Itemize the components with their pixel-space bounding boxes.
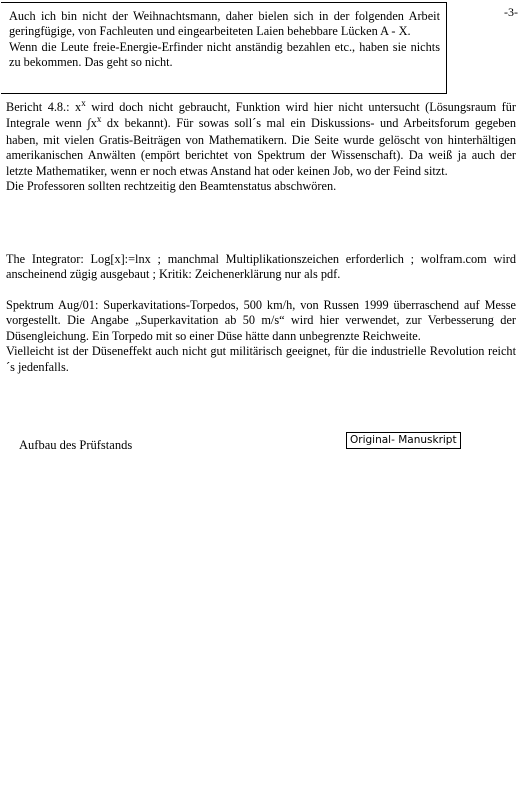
bericht-professoren: Die Professoren sollten rechtzeitig den Beamtenstatus abschwören. [6,179,337,194]
bericht-text: Bericht 4.8.: $x^x$ wird doch nicht gebraucht, Funktion wird hier nicht untersucht (Lösungsraum für Integrale wenn $\int x^x$ dx bekannt). Für sowas soll´s mal ein Diskussions- und Arbeitsforum gegeben haben, mit vielen Gratis-Beiträgen von Mathematikern. Die Seite wurde gelöscht von hinterhältigen amerikanischen Anwälten (empört berichtet von Spektrum der Wissenschaft). Da weiß ja auch der letzte Mathematiker, wenn er noch etwas Anstand hat oder keinen Job, wo der Feind sitzt. [6,98,516,178]
figure-caption: Aufbau des Prüfstands [19,438,133,452]
spektrum-revolution: Vielleicht ist der Düseneffekt auch nicht gut militärisch geeignet, für die industrielle Revolution reicht´s jedenfalls. [6,344,516,374]
intro-line-1: Auch ich bin nicht der Weihnachtsmann, daher bielen sich in der folgenden Arbeit geringfügige, von Fachleuten und eingearbeiteten Laien behebbare Lücken A - X. [9,9,440,39]
page-number: -3- [504,5,518,19]
intro-line-2: Wenn die Leute freie-Energie-Erfinder nicht anständig bezahlen etc., haben sie nichts zu bekommen. Das geht so nicht. [9,39,440,70]
paragraph-integrator [6,252,516,283]
manuscript-label: Original- Manuskript [346,432,461,449]
intro-box [1,2,447,94]
paragraph-bericht [6,100,516,194]
paragraph-spektrum [6,298,516,375]
integrator-text: The Integrator: Log[x]:=lnx ; manchmal Multiplikationszeichen erforderlich ; wolfram.com wird anscheinend zügig ausgebaut ; Kritik: Zeichenerklärung nur als pdf. [6,252,516,282]
spektrum-text: Spektrum Aug/01: Superkavitations-Torpedos, 500 km/h, von Russen 1999 überraschend auf Messe vorgestellt. Die Angabe „Superkavitation ab 50 m/s“ wird hier verwendet, zur Verbesserung der Düsengleichung. Ein Torpedo mit so einer Düse hätte dann unbegrenzte Reichweite. [6,298,516,343]
